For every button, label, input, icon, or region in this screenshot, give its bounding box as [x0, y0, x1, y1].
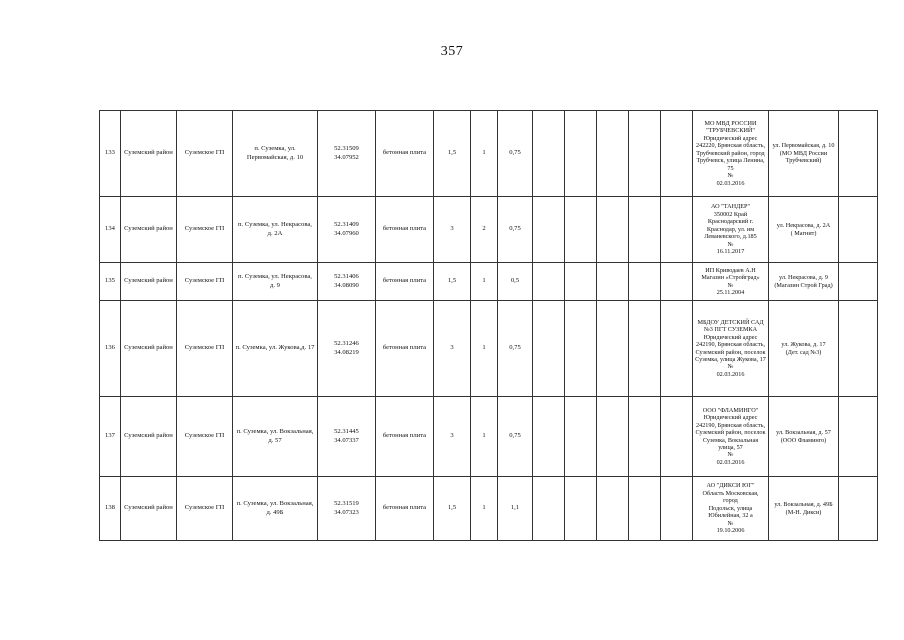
empty-cell: [661, 397, 693, 477]
empty-cell: [533, 111, 565, 197]
owner-cell: МО МВД РОССИИ "ТРУБЧЕВСКИЙ" Юридический адрес 242220, Брянская область, Трубчевский район, город Трубчевск, улица Ленина, 75 № 02.03.2016: [693, 111, 769, 197]
row-number: 136: [100, 301, 121, 397]
address-cell: п. Суземка, ул. Первомайская, д. 10: [233, 111, 318, 197]
registry-table: [99, 110, 878, 541]
owner-cell: МБДОУ ДЕТСКИЙ САД №3 ПГТ СУЗЕМКА Юридический адрес 242190, Брянская область, Суземский район, поселок Суземка, улица Жукова, 17 № 02.03.2016: [693, 301, 769, 397]
settlement-cell: Суземское ГП: [177, 397, 233, 477]
empty-cell: [565, 263, 597, 301]
empty-cell: [839, 263, 878, 301]
empty-cell: [661, 263, 693, 301]
address-cell: п. Суземка, ул. Некрасова, д. 9: [233, 263, 318, 301]
container-count-cell: 1: [471, 263, 498, 301]
address-cell: п. Суземка, ул. Жукова,д. 17: [233, 301, 318, 397]
area-cell: 1,5: [434, 263, 471, 301]
row-number: 135: [100, 263, 121, 301]
empty-cell: [597, 111, 629, 197]
empty-cell: [629, 111, 661, 197]
table-row: [100, 111, 878, 197]
waste-source-cell: ул. Некрасова, д. 9 (Магазин Строй Град): [769, 263, 839, 301]
settlement-cell: Суземское ГП: [177, 197, 233, 263]
owner-cell: АО "ДИКСИ ЮГ" Область Московская, город Подольск, улица Юбилейная, 32 а № 19.10.2006: [693, 477, 769, 541]
area-cell: 3: [434, 197, 471, 263]
empty-cell: [629, 477, 661, 541]
empty-cell: [565, 397, 597, 477]
area-cell: 1,5: [434, 477, 471, 541]
waste-source-cell: ул. Первомайская, д. 10 (МО МВД России Трубчевский): [769, 111, 839, 197]
waste-source-cell: ул. Жукова, д. 17 (Дет. сад №3): [769, 301, 839, 397]
coordinates-cell: 52.31406 34.08090: [318, 263, 376, 301]
empty-cell: [597, 397, 629, 477]
surface-cell: бетонная плита: [376, 111, 434, 197]
surface-cell: бетонная плита: [376, 197, 434, 263]
owner-cell: ИП Криводаев А.Н Магазин «Стройград» № 25.11.2004: [693, 263, 769, 301]
district-cell: Суземский район: [121, 301, 177, 397]
surface-cell: бетонная плита: [376, 477, 434, 541]
empty-cell: [597, 197, 629, 263]
table-row: [100, 197, 878, 263]
waste-source-cell: ул. Вокзальная, д. 57 (ООО Фламинго): [769, 397, 839, 477]
settlement-cell: Суземское ГП: [177, 263, 233, 301]
row-number: 133: [100, 111, 121, 197]
empty-cell: [533, 397, 565, 477]
table-row: [100, 397, 878, 477]
container-volume-cell: 0,75: [498, 301, 533, 397]
empty-cell: [597, 477, 629, 541]
district-cell: Суземский район: [121, 197, 177, 263]
surface-cell: бетонная плита: [376, 301, 434, 397]
empty-cell: [565, 301, 597, 397]
address-cell: п. Суземка, ул. Вокзальная, д. 49Б: [233, 477, 318, 541]
empty-cell: [533, 477, 565, 541]
settlement-cell: Суземское ГП: [177, 301, 233, 397]
district-cell: Суземский район: [121, 477, 177, 541]
container-count-cell: 2: [471, 197, 498, 263]
settlement-cell: Суземское ГП: [177, 477, 233, 541]
district-cell: Суземский район: [121, 263, 177, 301]
surface-cell: бетонная плита: [376, 397, 434, 477]
empty-cell: [661, 197, 693, 263]
coordinates-cell: 52.31409 34.07960: [318, 197, 376, 263]
empty-cell: [597, 263, 629, 301]
owner-cell: ООО "ФЛАМИНГО" Юридический адрес 242190, Брянская область, Суземский район, поселок Суземка, Вокзальная улица, 57 № 02.03.2016: [693, 397, 769, 477]
empty-cell: [839, 301, 878, 397]
empty-cell: [839, 397, 878, 477]
table-row: [100, 301, 878, 397]
empty-cell: [629, 397, 661, 477]
district-cell: Суземский район: [121, 111, 177, 197]
container-count-cell: 1: [471, 477, 498, 541]
row-number: 137: [100, 397, 121, 477]
coordinates-cell: 52.31509 34.07952: [318, 111, 376, 197]
coordinates-cell: 52.31445 34.07337: [318, 397, 376, 477]
table-row: [100, 477, 878, 541]
settlement-cell: Суземское ГП: [177, 111, 233, 197]
owner-cell: АО "ТАНДЕР" 350002 Край Краснодарский г. Краснодар, ул. им Леваневского, д.185 № 16.11.2017: [693, 197, 769, 263]
container-volume-cell: 1,1: [498, 477, 533, 541]
district-cell: Суземский район: [121, 397, 177, 477]
container-count-cell: 1: [471, 111, 498, 197]
row-number: 134: [100, 197, 121, 263]
empty-cell: [629, 197, 661, 263]
container-count-cell: 1: [471, 397, 498, 477]
empty-cell: [661, 111, 693, 197]
empty-cell: [565, 197, 597, 263]
empty-cell: [565, 477, 597, 541]
empty-cell: [661, 301, 693, 397]
area-cell: 1,5: [434, 111, 471, 197]
empty-cell: [533, 301, 565, 397]
area-cell: 3: [434, 301, 471, 397]
page-number: 357: [440, 44, 464, 59]
container-volume-cell: 0,75: [498, 111, 533, 197]
empty-cell: [629, 263, 661, 301]
container-volume-cell: 0,5: [498, 263, 533, 301]
empty-cell: [533, 197, 565, 263]
container-count-cell: 1: [471, 301, 498, 397]
empty-cell: [629, 301, 661, 397]
coordinates-cell: 52.31519 34.07323: [318, 477, 376, 541]
area-cell: 3: [434, 397, 471, 477]
waste-source-cell: ул. Некрасова, д. 2А ( Магнит): [769, 197, 839, 263]
waste-source-cell: ул. Вокзальная, д. 49Б (М-Н. Дикси): [769, 477, 839, 541]
empty-cell: [839, 197, 878, 263]
empty-cell: [839, 477, 878, 541]
empty-cell: [597, 301, 629, 397]
container-volume-cell: 0,75: [498, 397, 533, 477]
surface-cell: бетонная плита: [376, 263, 434, 301]
empty-cell: [661, 477, 693, 541]
row-number: 138: [100, 477, 121, 541]
empty-cell: [533, 263, 565, 301]
coordinates-cell: 52.31246 34.08219: [318, 301, 376, 397]
empty-cell: [565, 111, 597, 197]
address-cell: п. Суземка, ул. Некрасова, д. 2А: [233, 197, 318, 263]
address-cell: п. Суземка, ул. Вокзальная, д. 57: [233, 397, 318, 477]
table-row: [100, 263, 878, 301]
empty-cell: [839, 111, 878, 197]
container-volume-cell: 0,75: [498, 197, 533, 263]
